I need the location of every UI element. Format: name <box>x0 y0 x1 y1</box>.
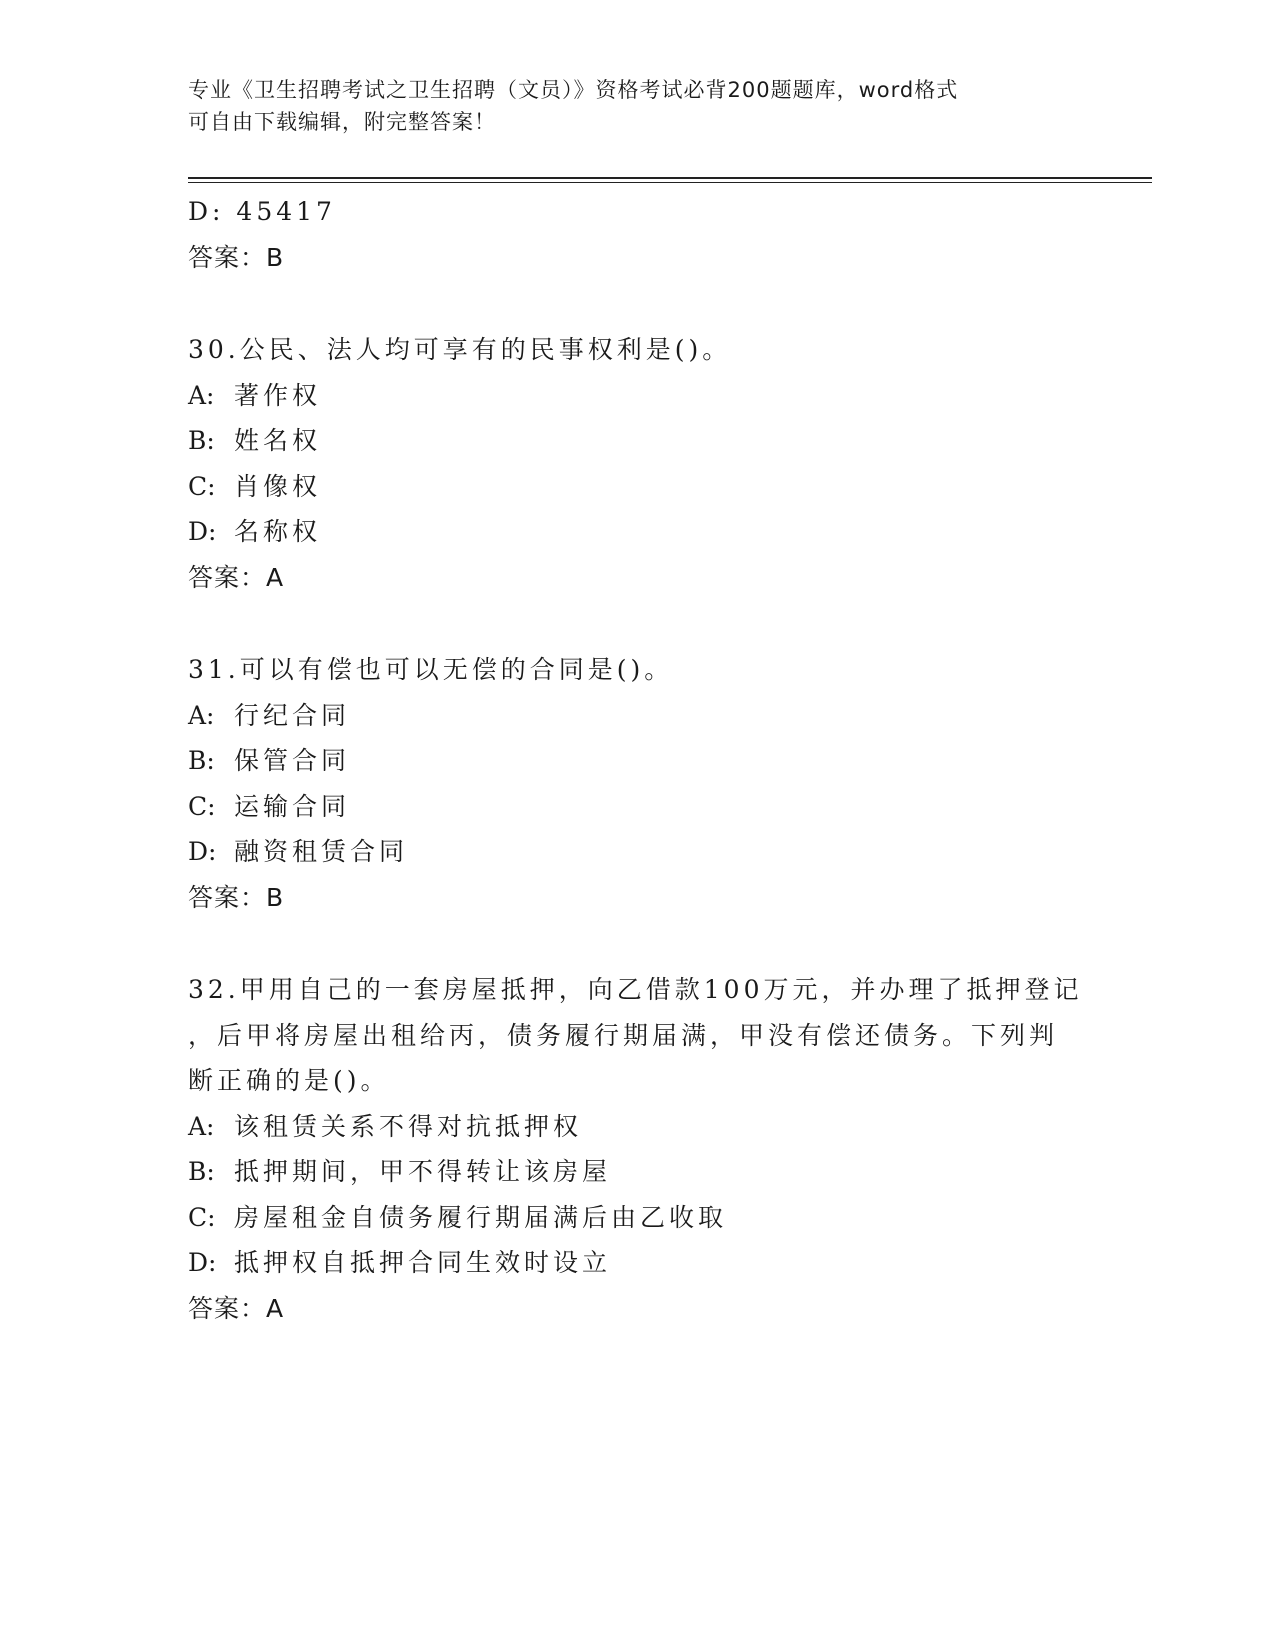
question-stem-line-1: 32.甲用自己的一套房屋抵押，向乙借款100万元，并办理了抵押登记 <box>188 975 1083 1004</box>
answer: 答案：A <box>188 1293 285 1323</box>
option-c <box>188 784 1088 830</box>
answer: 答案：A <box>188 562 285 592</box>
spacer <box>188 280 1088 327</box>
question-content <box>188 189 1088 1331</box>
option-text: 抵押期间，甲不得转让该房屋 <box>234 1157 612 1186</box>
option-text: 著作权 <box>234 380 322 410</box>
option-a <box>188 1104 1088 1150</box>
option-letter: A: <box>188 380 215 410</box>
option-b <box>188 418 1088 464</box>
option-text: 行纪合同 <box>234 700 351 730</box>
question-stem: 30.公民、法人均可享有的民事权利是()。 <box>188 335 732 364</box>
previous-option-d: D: 45417 <box>188 197 336 226</box>
question-stem: 31.可以有偿也可以无偿的合同是()。 <box>188 655 674 684</box>
header-title-line-2: 可自由下载编辑，附完整答案！ <box>188 110 496 134</box>
option-text: 该租赁关系不得对抗抵押权 <box>234 1111 583 1141</box>
option-letter: C: <box>188 791 216 821</box>
previous-answer: 答案：B <box>188 242 285 272</box>
option-text: 名称权 <box>234 517 322 546</box>
option-letter: D: <box>188 1248 217 1277</box>
header-divider-thin <box>188 182 1152 183</box>
document-header <box>188 74 1088 138</box>
option-c <box>188 464 1088 510</box>
option-letter: A: <box>188 1111 215 1141</box>
question-stem-line-3: 断正确的是()。 <box>188 1066 390 1095</box>
option-letter: D: <box>188 517 217 546</box>
spacer <box>188 600 1088 647</box>
answer: 答案：B <box>188 882 285 912</box>
option-text: 保管合同 <box>234 746 351 775</box>
option-letter: C: <box>188 1202 216 1232</box>
option-text: 肖像权 <box>234 471 322 501</box>
header-divider-thick <box>188 177 1152 179</box>
option-d <box>188 1240 1088 1286</box>
option-letter: B: <box>188 746 215 775</box>
option-a <box>188 693 1088 739</box>
option-letter: B: <box>188 426 215 455</box>
option-c <box>188 1195 1088 1241</box>
option-d <box>188 829 1088 875</box>
question-31 <box>188 647 1088 920</box>
question-30 <box>188 327 1088 600</box>
option-text: 姓名权 <box>234 426 322 455</box>
option-text: 运输合同 <box>234 791 351 821</box>
option-letter: C: <box>188 471 216 501</box>
option-text: 抵押权自抵押合同生效时设立 <box>234 1248 612 1277</box>
option-text: 房屋租金自债务履行期届满后由乙收取 <box>234 1202 728 1232</box>
option-d <box>188 509 1088 555</box>
header-title-line-1: 专业《卫生招聘考试之卫生招聘（文员）》资格考试必背200题题库，word格式 <box>188 78 959 102</box>
option-text: 融资租赁合同 <box>234 837 409 866</box>
question-stem-line-2: ，后甲将房屋出租给丙，债务履行期届满，甲没有偿还债务。下列判 <box>188 1020 1059 1050</box>
question-32 <box>188 967 1088 1331</box>
option-b <box>188 1149 1088 1195</box>
option-a <box>188 373 1088 419</box>
option-b <box>188 738 1088 784</box>
option-letter: A: <box>188 700 215 730</box>
option-letter: D: <box>188 837 217 866</box>
spacer <box>188 920 1088 967</box>
option-letter: B: <box>188 1157 215 1186</box>
